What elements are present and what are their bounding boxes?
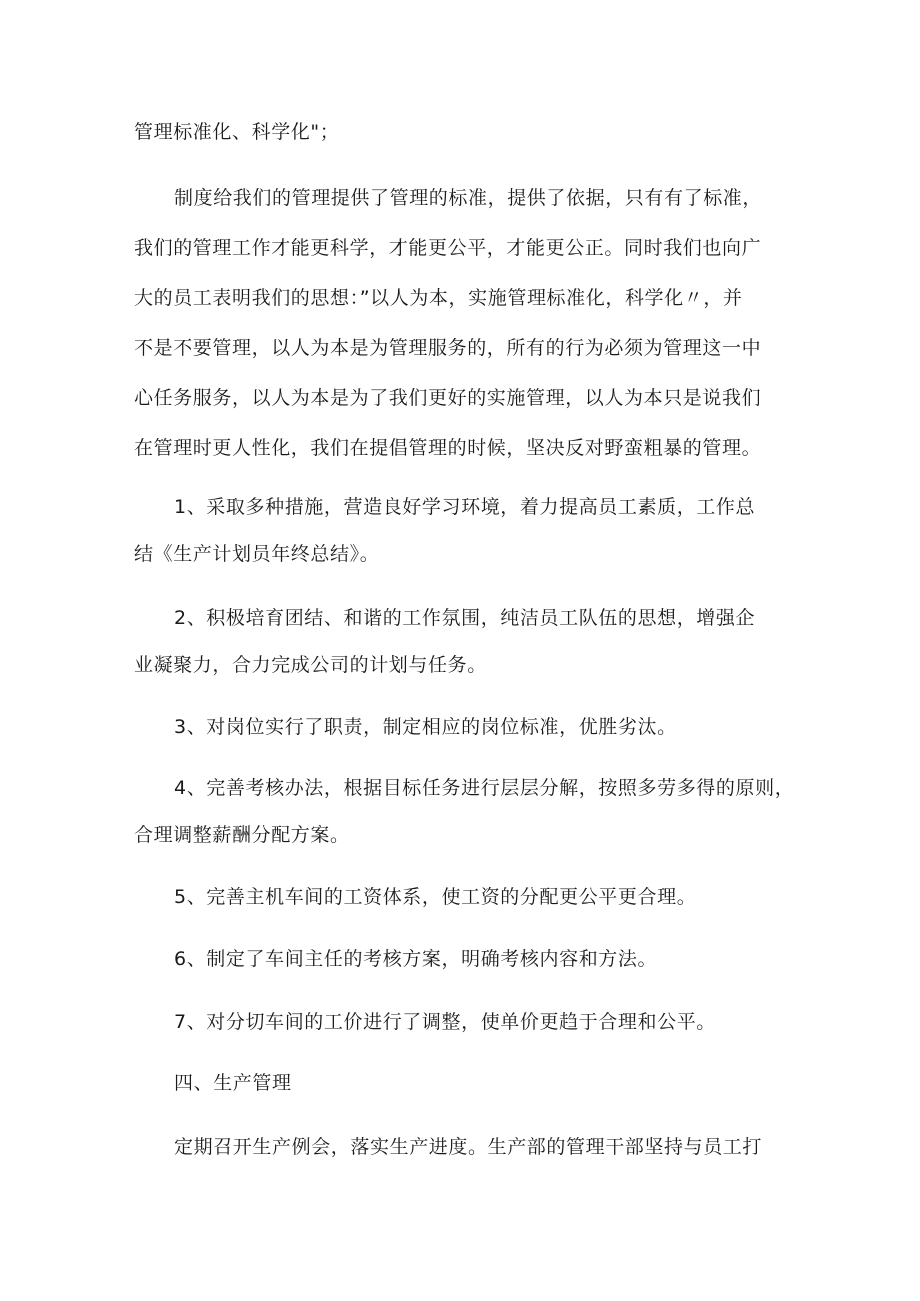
section-heading: 四、生产管理	[174, 1072, 292, 1094]
text-line: 定期召开生产例会，落实生产进度。生产部的管理干部坚持与员工打	[174, 1136, 763, 1158]
text-line: 我们的管理工作才能更科学，才能更公平，才能更公正。同时我们也向广	[134, 237, 762, 259]
text-line: 6、制定了车间主任的考核方案，明确考核内容和方法。	[174, 948, 658, 970]
text-line: 4、完善考核办法，根据目标任务进行层层分解，按照多劳多得的原则，	[174, 777, 795, 799]
text-line: 7、对分切车间的工价进行了调整，使单价更趋于合理和公平。	[174, 1011, 716, 1033]
text-line: 大的员工表明我们的思想：”以人为本，实施管理标准化，科学化〃，并	[134, 287, 743, 309]
text-line: 在管理时更人性化，我们在提倡管理的时候，坚决反对野蛮粗暴的管理。	[134, 437, 762, 459]
text-line: 1、采取多种措施，营造良好学习环境，着力提高员工素质，工作总	[174, 496, 756, 518]
text-line: 结《生产计划员年终总结》。	[134, 543, 380, 565]
text-line: 业凝聚力，合力完成公司的计划与任务。	[134, 654, 487, 676]
text-line: 2、积极培育团结、和谐的工作氛围，纯洁员工队伍的思想，增强企	[174, 607, 756, 629]
text-line: 3、对岗位实行了职责，制定相应的岗位标准，优胜劣汰。	[174, 716, 677, 738]
text-line: 5、完善主机车间的工资体系，使工资的分配更公平更合理。	[174, 886, 697, 908]
text-line: 管理标准化、科学化"；	[134, 121, 340, 143]
text-line: 制度给我们的管理提供了管理的标准，提供了依据，只有有了标准，	[174, 187, 763, 209]
text-line: 合理调整薪酬分配方案。	[134, 824, 350, 846]
text-line: 心任务服务，以人为本是为了我们更好的实施管理，以人为本只是说我们	[134, 387, 762, 409]
text-line: 不是不要管理，以人为本是为管理服务的，所有的行为必须为管理这一中	[134, 337, 762, 359]
